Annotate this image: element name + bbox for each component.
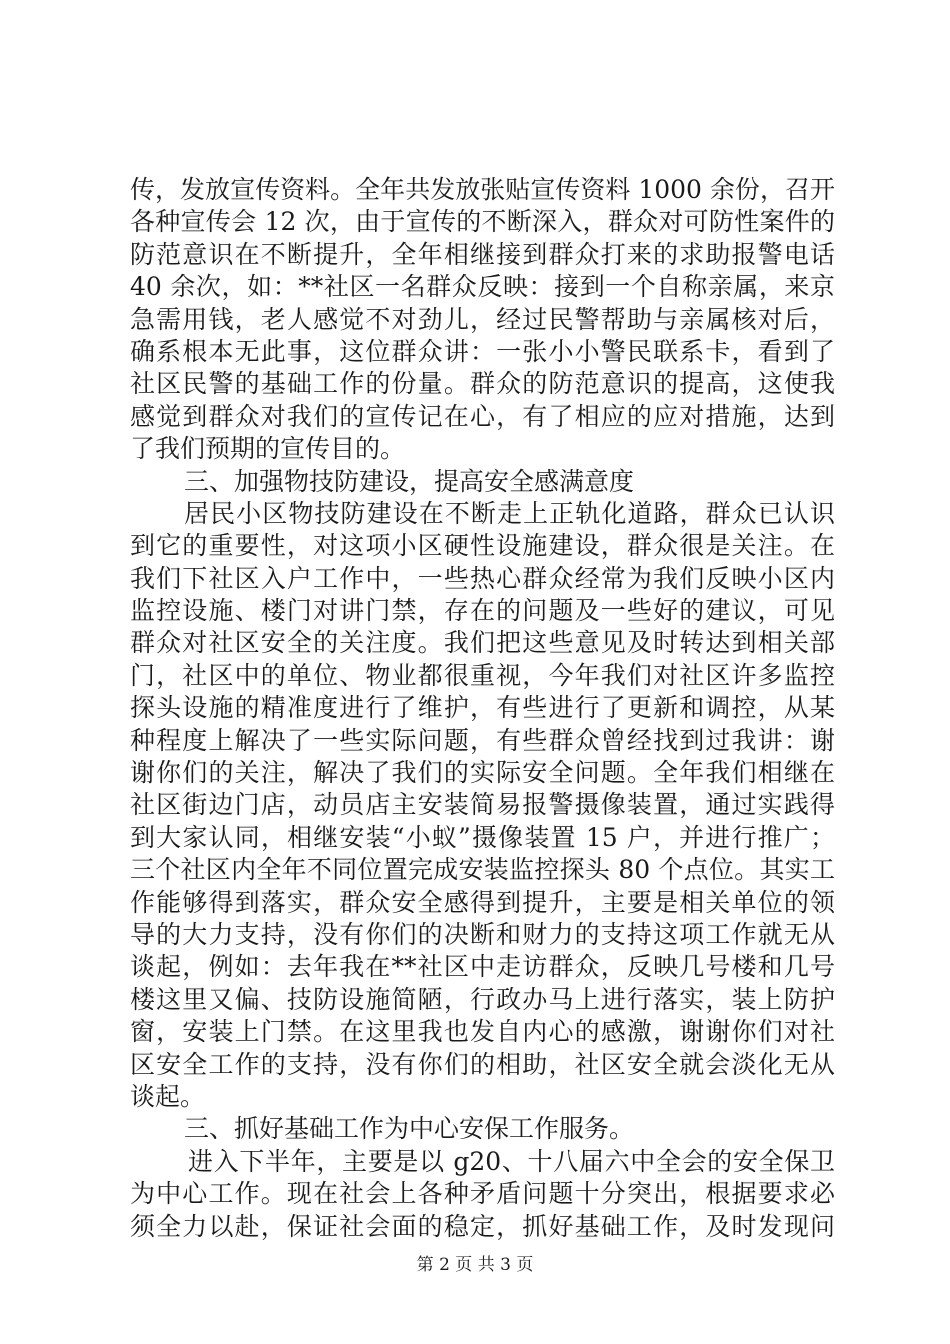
text-line: 群众对社区安全的关注度。我们把这些意见及时转达到相关部 xyxy=(130,628,835,658)
text-line: 楼这里又偏、技防设施简陋，行政办马上进行落实，装上防护 xyxy=(130,984,835,1014)
text-line: 探头设施的精准度进行了维护，有些进行了更新和调控，从某 xyxy=(130,693,835,723)
text-line: 谈起。 xyxy=(130,1081,206,1111)
text-line: 居民小区物技防建设在不断走上正轨化道路，群众已认识 xyxy=(184,498,835,528)
section-heading: 三、加强物技防建设，提高安全感满意度 xyxy=(184,466,635,496)
document-body xyxy=(130,174,835,1243)
text-line: 谈起，例如：去年我在**社区中走访群众，反映几号楼和几号 xyxy=(130,952,835,982)
text-line: 我们下社区入户工作中，一些热心群众经常为我们反映小区内 xyxy=(130,563,835,593)
text-line: 到大家认同，相继安装“小蚁”摄像装置 15 户，并进行推广； xyxy=(130,822,835,852)
text-line: 社区街边门店，动员店主安装简易报警摄像装置，通过实践得 xyxy=(130,790,835,820)
text-line: 40 余次，如：**社区一名群众反映：接到一个自称亲属，来京 xyxy=(130,272,835,302)
text-line: 须全力以赴，保证社会面的稳定，抓好基础工作，及时发现问 xyxy=(130,1211,835,1241)
text-line: 监控设施、楼门对讲门禁，存在的问题及一些好的建议，可见 xyxy=(130,596,835,626)
text-line: 门，社区中的单位、物业都很重视，今年我们对社区许多监控 xyxy=(130,660,835,690)
text-line: 为中心工作。现在社会上各种矛盾问题十分突出，根据要求必 xyxy=(130,1179,835,1209)
text-line: 防范意识在不断提升，全年相继接到群众打来的求助报警电话 xyxy=(130,239,835,269)
text-line: 传，发放宣传资料。全年共发放张贴宣传资料 1000 余份，召开 xyxy=(130,175,835,204)
text-line: 窗，安装上门禁。在这里我也发自内心的感激，谢谢你们对社 xyxy=(130,1017,835,1047)
text-line: 进入下半年，主要是以 g20、十八届六中全会的安全保卫 xyxy=(188,1146,835,1176)
page-footer: 第 2 页 共 3 页 xyxy=(416,1255,534,1275)
text-line: 社区民警的基础工作的份量。群众的防范意识的提高，这使我 xyxy=(130,369,835,399)
text-line: 导的大力支持，没有你们的决断和财力的支持这项工作就无从 xyxy=(130,919,835,949)
text-line: 谢你们的关注，解决了我们的实际安全问题。全年我们相继在 xyxy=(130,758,835,788)
text-line: 区安全工作的支持，没有你们的相助，社区安全就会淡化无从 xyxy=(130,1049,835,1079)
text-line: 急需用钱，老人感觉不对劲儿，经过民警帮助与亲属核对后， xyxy=(130,304,835,334)
text-line: 作能够得到落实，群众安全感得到提升，主要是相关单位的领 xyxy=(130,887,835,917)
text-line: 确系根本无此事，这位群众讲：一张小小警民联系卡，看到了 xyxy=(130,336,835,366)
text-line: 感觉到群众对我们的宣传记在心，有了相应的应对措施，达到 xyxy=(130,401,835,431)
text-line: 到它的重要性，对这项小区硬性设施建设，群众很是关注。在 xyxy=(130,531,835,561)
text-line: 各种宣传会 12 次，由于宣传的不断深入，群众对可防性案件的 xyxy=(130,207,835,237)
section-heading: 三、抓好基础工作为中心安保工作服务。 xyxy=(184,1114,635,1144)
text-line: 种程度上解决了一些实际问题，有些群众曾经找到过我讲：谢 xyxy=(130,725,835,755)
text-line: 三个社区内全年不同位置完成安装监控探头 80 个点位。其实工 xyxy=(130,855,835,885)
text-line: 了我们预期的宣传目的。 xyxy=(130,434,406,464)
